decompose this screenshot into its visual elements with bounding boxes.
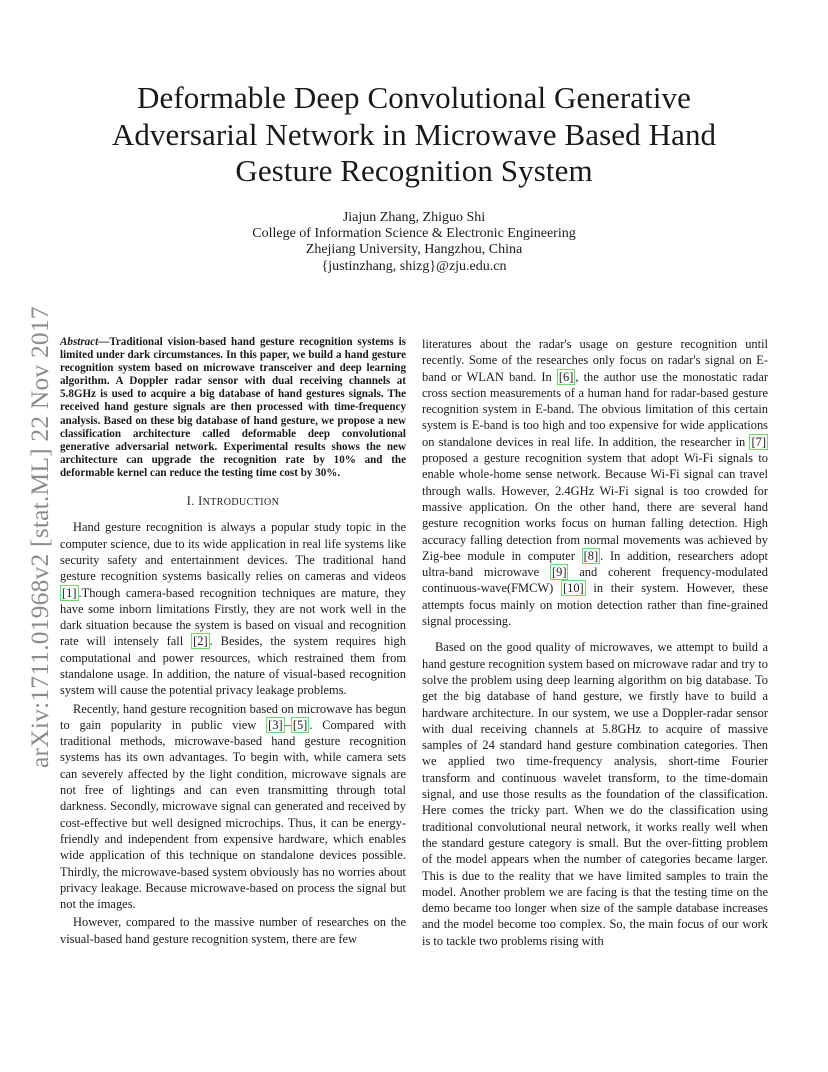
section-title-initial: I [198, 494, 203, 509]
paragraph-text: . Besides, the system requires high computational and power resources, which restrained them from standalone usage. In addition, the nature of visual-based recognition system will cause the potential privacy leakage problems. [60, 634, 406, 698]
title-line: Adversarial Network in Microwave Based Hand [111, 116, 717, 152]
section-heading [60, 493, 406, 511]
abstract [60, 336, 406, 480]
citation-link[interactable]: [1] [62, 585, 77, 600]
paragraph-text: in their system. However, these attempts focus mainly on motion detection rather than fine-grained signal processing. [422, 581, 768, 629]
author-email: {justinzhang, shizg}@zju.edu.cn [321, 258, 507, 274]
paragraph-text: Recently, hand gesture recognition based on microwave has begun to gain popularity in public view [60, 701, 406, 732]
paragraph-text: , the author use the monostatic radar cross section measurements of a human hand for radar-based gesture recognition system in E-band. The obvious limitation of this certain system is E-band is too high and too expensive for wide applications on standalone devices in real life. In addition, the researcher in [422, 369, 768, 449]
title-line: Gesture Recognition System [235, 153, 593, 188]
body-paragraph [422, 639, 768, 949]
paragraph-text: literatures about the radar's usage on gesture recognition until recently. Some of the researches only focus on radar's signal on E-band or WLAN band. In [422, 337, 768, 384]
intro-paragraph [60, 701, 406, 913]
paragraph-text: proposed a gesture recognition system that adopt Wi-Fi signals to enable whole-home sense network. Because Wi-Fi signal can travel through walls. However, 2.4GHz Wi-Fi signal is too crowded for massive application. On the other hand, there are several hand gesture recognition works focus on human falling detection. High accuracy falling detection from normal movements was achieved by Zig-bee module in computer [422, 451, 768, 563]
paper-title [80, 80, 748, 190]
body-paragraph [422, 336, 768, 629]
affiliation: Zhejiang University, Hangzhou, China [305, 242, 523, 258]
arxiv-side-stamp [20, 278, 60, 768]
right-column [422, 336, 768, 949]
affiliation: College of Information Science & Electronic Engineering [252, 226, 576, 242]
section-title-rest: NTRODUCTION [202, 497, 280, 509]
citation-link[interactable]: [8] [583, 548, 599, 563]
intro-paragraph [60, 519, 406, 698]
intro-paragraph [60, 914, 406, 947]
paragraph-text: Based on the good quality of microwaves, we attempt to build a hand gesture recognition system based on microwave radar and try to solve the problem using deep learning algorithm on big database. To get the big database of hand gesture, we firstly have to build a hardware architecture. In our system, we use a Doppler-radar sensor with dual receiving channels at 5.8GHz to acquire of massive samples of 24 standard hand gesture combination categories. Then we applied two time-frequency analysis, short-time Fourier transform and continuous wavelet transform, to the time-domain signal, and use those results as the foundation of the classification. Here comes the tricky part. When we do the classification using traditional convolutional neural network, it works really well when the standard gesture category is small. But the over-fitting problem of the model appears when the number of categories became larger. This is due to the reality that we have limited samples to train the model. Another problem we are facing is that the testing time on the demo became too longer when size of the sample database increases and the model become too complex. So, the main focus of our work is to tackle two problems rising with [422, 640, 768, 948]
abstract-text: —Traditional vision-based hand gesture recognition systems is limited under dark circumstances. In this paper, we build a hand gesture recognition system based on microwave transceiver and deep learning algorithm. A Doppler radar sensor with dual receiving channels at 5.8GHz is used to acquire a big database of hand gestures signals. The received hand gesture signals are then processed with time-frequency analysis. Based on these big database of hand gesture, we propose a new classification architecture called deformable deep convolutional generative adversarial network. Experimental results shows the new architecture can upgrade the recognition rate by 10% and the deformable kernel can reduce the testing time cost by 30%. [60, 336, 406, 479]
title-line: Deformable Deep Convolutional Generative [136, 80, 692, 115]
citation-link[interactable]: [5] [292, 717, 308, 732]
author-names: Jiajun Zhang, Zhiguo Shi [342, 210, 486, 225]
paragraph-text: . Compared with traditional methods, microwave-based hand gesture recognition systems has its own advantages. To begin with, while camera sets can severely affected by the light condition, microwave signals are not free of lightings and can even transmitting through total darkness. Secondly, microwave signal can generated and received by cost-effective but well designed microchips. Thus, it can be energy-friendly and independent from expensive hardware, which enables wide application of this technique on standalone devices possible. Thirdly, the microwave-based system obviously has no worries about privacy leakage. Because microwave-based on process the signal but not the images. [60, 717, 406, 912]
section-number: I. [186, 494, 195, 509]
citation-link[interactable]: [9] [551, 565, 567, 580]
paragraph-text: .Though camera-based recognition techniques are mature, they have some inborn limitations Firstly, they are not work well in the dark situation because the system is based on visual and recognition rate will intensely fall [60, 585, 406, 649]
paragraph-text: However, compared to the massive number of researches on the visual-based hand gesture recognition system, there are few [60, 915, 406, 946]
citation-range-dash: – [284, 717, 291, 732]
paragraph-text: and coherent frequency-modulated continuous-wave(FMCW) [422, 565, 768, 596]
left-column [60, 336, 406, 947]
citation-link[interactable]: [2] [193, 634, 208, 649]
paragraph-gap [422, 629, 768, 639]
citation-link[interactable]: [6] [558, 369, 574, 384]
arxiv-identifier: arXiv:1711.01968v2 [stat.ML] 22 Nov 2017 [25, 306, 54, 768]
citation-link[interactable]: [3] [268, 717, 283, 732]
author-block [160, 210, 668, 275]
paragraph-text: Hand gesture recognition is always a popular study topic in the computer science, due to its wide application in real life systems like security safety and entertainment devices. The traditional hand gesture recognition systems basically relies on cameras and videos [60, 520, 406, 584]
paragraph-text: . In addition, researchers adopt ultra-band microwave [422, 548, 769, 580]
citation-link[interactable]: [10] [562, 581, 584, 596]
abstract-label: Abstract [60, 336, 99, 348]
citation-link[interactable]: [7] [751, 434, 766, 449]
